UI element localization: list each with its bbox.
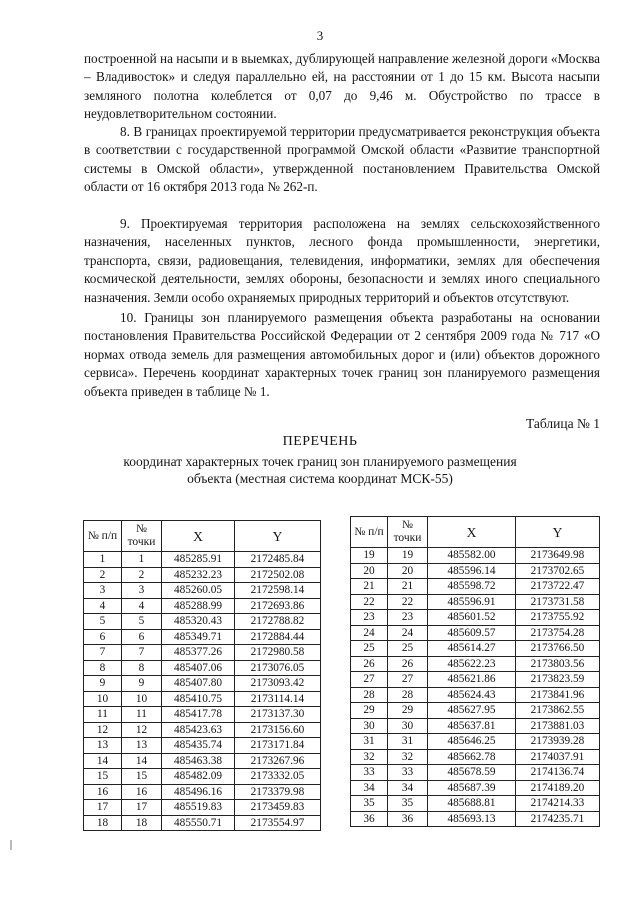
list-title: ПЕРЕЧЕНЬ: [282, 434, 358, 449]
cell-y: 2172884.44: [235, 629, 321, 645]
table-row: [84, 738, 321, 754]
cell-x: 485646.25: [428, 734, 516, 750]
paragraph-text: 9. Проектируемая территория расположена на землях сельскохозяйственного назначения, населенных пунктов, лесного фонда промышленности, энергетики, транспорта, связи, радиовещания, телевидения, информатики, землях для обеспечения космической деятельности, землях обороны, безопасности и землях иного специального назначения. Земли особо охраняемых природных территорий и объектов отсутствуют.: [84, 216, 600, 305]
cell-num: 27: [351, 672, 388, 688]
table-row: [351, 548, 600, 564]
cell-num: 30: [351, 718, 388, 734]
cell-x: 485637.81: [428, 718, 516, 734]
paragraph-text: построенной на насыпи и в выемках, дублирующей направление железной дороги «Москва – Владивосток» и следуя параллельно ей, на расстоянии от 1 до 15 км. Высота насыпи земляного полотна колеблется от 0,07 до 9,46 м. Обустройство по трассе в неудовлетворительном состоянии.: [84, 51, 600, 122]
cell-x: 485496.16: [162, 784, 235, 800]
cell-num: 16: [84, 784, 122, 800]
cell-y: 2173823.59: [516, 672, 600, 688]
cell-y: 2173702.65: [516, 563, 600, 579]
table-row: [351, 563, 600, 579]
cell-num: 8: [84, 660, 122, 676]
cell-x: 485693.13: [428, 811, 516, 827]
cell-x: 485622.23: [428, 656, 516, 672]
cell-point: 6: [122, 629, 162, 645]
cell-x: 485662.78: [428, 749, 516, 765]
table-caption: Таблица № 1: [526, 416, 600, 431]
cell-x: 485417.78: [162, 707, 235, 723]
cell-y: 2173841.96: [516, 687, 600, 703]
paragraph-road-description: [84, 50, 600, 124]
coordinates-table-left: [83, 520, 321, 831]
header-num: № п/п: [84, 521, 122, 552]
paragraph-8-reconstruction: [84, 123, 600, 197]
table-row: [84, 645, 321, 661]
cell-y: 2173766.50: [516, 641, 600, 657]
cell-y: 2172485.84: [235, 552, 321, 568]
cell-point: 10: [122, 691, 162, 707]
paragraph-10-boundaries: [84, 309, 600, 401]
table-row: [351, 672, 600, 688]
cell-num: 35: [351, 796, 388, 812]
cell-x: 485621.86: [428, 672, 516, 688]
cell-y: 2174214.33: [516, 796, 600, 812]
cell-num: 19: [351, 548, 388, 564]
cell-num: 6: [84, 629, 122, 645]
table-row: [351, 811, 600, 827]
cell-x: 485627.95: [428, 703, 516, 719]
table-row: [84, 753, 321, 769]
cell-point: 9: [122, 676, 162, 692]
cell-num: 29: [351, 703, 388, 719]
table-header-row: [351, 517, 600, 548]
cell-num: 9: [84, 676, 122, 692]
cell-point: 26: [388, 656, 428, 672]
cell-point: 32: [388, 749, 428, 765]
table-row: [351, 749, 600, 765]
cell-x: 485598.72: [428, 579, 516, 595]
cell-num: 10: [84, 691, 122, 707]
cell-x: 485260.05: [162, 583, 235, 599]
cell-num: 17: [84, 800, 122, 816]
table-row: [84, 614, 321, 630]
cell-point: 29: [388, 703, 428, 719]
cell-num: 32: [351, 749, 388, 765]
cell-x: 485596.91: [428, 594, 516, 610]
cell-num: 28: [351, 687, 388, 703]
table-row: [84, 629, 321, 645]
cell-point: 27: [388, 672, 428, 688]
cell-num: 12: [84, 722, 122, 738]
cell-point: 22: [388, 594, 428, 610]
cell-y: 2173731.58: [516, 594, 600, 610]
table-row: [351, 656, 600, 672]
table-row: [84, 676, 321, 692]
cell-y: 2174235.71: [516, 811, 600, 827]
cell-num: 7: [84, 645, 122, 661]
cell-point: 24: [388, 625, 428, 641]
cell-num: 31: [351, 734, 388, 750]
cell-y: 2172788.82: [235, 614, 321, 630]
cell-y: 2173881.03: [516, 718, 600, 734]
table-row: [84, 660, 321, 676]
paragraph-9-land-categories: [84, 215, 600, 307]
cell-num: 2: [84, 567, 122, 583]
cell-point: 13: [122, 738, 162, 754]
cell-point: 30: [388, 718, 428, 734]
table-row: [351, 780, 600, 796]
table-row: [84, 552, 321, 568]
table-row: [351, 579, 600, 595]
cell-x: 485407.06: [162, 660, 235, 676]
cell-y: 2172980.58: [235, 645, 321, 661]
cell-point: 23: [388, 610, 428, 626]
cell-num: 23: [351, 610, 388, 626]
cell-y: 2173862.55: [516, 703, 600, 719]
cell-y: 2173093.42: [235, 676, 321, 692]
cell-point: 35: [388, 796, 428, 812]
table-row: [84, 784, 321, 800]
table-row: [84, 769, 321, 785]
header-point: № точки: [122, 521, 162, 552]
cell-point: 28: [388, 687, 428, 703]
cell-point: 16: [122, 784, 162, 800]
cell-x: 485410.75: [162, 691, 235, 707]
paragraph-text: 8. В границах проектируемой территории предусматривается реконструкция объекта в соответствии с государственной программой Омской области «Развитие транспортной системы в Омской области», утвержденной постановлением Правительства Омской области от 16 октября 2013 года № 262-п.: [84, 124, 600, 195]
cell-y: 2172693.86: [235, 598, 321, 614]
cell-point: 11: [122, 707, 162, 723]
table-row: [351, 703, 600, 719]
cell-x: 485377.26: [162, 645, 235, 661]
cell-y: 2174037.91: [516, 749, 600, 765]
table-row: [351, 718, 600, 734]
header-x: X: [162, 521, 235, 552]
table-row: [351, 765, 600, 781]
table-row: [351, 610, 600, 626]
cell-y: 2173722.47: [516, 579, 600, 595]
cell-y: 2172598.14: [235, 583, 321, 599]
cell-x: 485463.38: [162, 753, 235, 769]
cell-num: 11: [84, 707, 122, 723]
cell-y: 2173114.14: [235, 691, 321, 707]
table-row: [84, 800, 321, 816]
cell-y: 2173459.83: [235, 800, 321, 816]
cell-y: 2173076.05: [235, 660, 321, 676]
cell-point: 31: [388, 734, 428, 750]
cell-x: 485435.74: [162, 738, 235, 754]
table-row: [84, 722, 321, 738]
cell-x: 485609.57: [428, 625, 516, 641]
header-y: Y: [235, 521, 321, 552]
cell-num: 13: [84, 738, 122, 754]
cell-num: 34: [351, 780, 388, 796]
cell-y: 2173803.56: [516, 656, 600, 672]
cell-point: 25: [388, 641, 428, 657]
cell-num: 22: [351, 594, 388, 610]
cell-point: 34: [388, 780, 428, 796]
table-row: [84, 815, 321, 831]
cell-x: 485687.39: [428, 780, 516, 796]
cell-num: 26: [351, 656, 388, 672]
table-row: [84, 707, 321, 723]
cell-x: 485519.83: [162, 800, 235, 816]
cell-point: 18: [122, 815, 162, 831]
cell-point: 36: [388, 811, 428, 827]
cell-x: 485423.63: [162, 722, 235, 738]
cell-x: 485349.71: [162, 629, 235, 645]
cell-y: 2174136.74: [516, 765, 600, 781]
cell-x: 485624.43: [428, 687, 516, 703]
cell-y: 2173379.98: [235, 784, 321, 800]
cell-y: 2173137.30: [235, 707, 321, 723]
cell-point: 3: [122, 583, 162, 599]
cell-num: 36: [351, 811, 388, 827]
cell-point: 2: [122, 567, 162, 583]
cell-x: 485232.23: [162, 567, 235, 583]
cell-y: 2173267.96: [235, 753, 321, 769]
table-row: [84, 598, 321, 614]
cell-y: 2173171.84: [235, 738, 321, 754]
paragraph-text: 10. Границы зон планируемого размещения объекта разработаны на основании постановления Правительства Российской Федерации от 2 сентября 2009 года № 717 «О нормах отвода земель для размещения автомобильных дорог и (или) объектов дорожного сервиса». Перечень координат характерных точек границ зон планируемого размещения объекта приведен в таблице № 1.: [84, 310, 600, 399]
cell-point: 20: [388, 563, 428, 579]
table-row: [351, 687, 600, 703]
cell-num: 3: [84, 583, 122, 599]
table-row: [84, 691, 321, 707]
cell-x: 485288.99: [162, 598, 235, 614]
table-row: [351, 734, 600, 750]
list-subtitle: координат характерных точек границ зон планируемого размещения объекта (местная система координат МСК-55): [123, 454, 517, 486]
cell-point: 4: [122, 598, 162, 614]
cell-num: 20: [351, 563, 388, 579]
cell-point: 17: [122, 800, 162, 816]
table-body-left: [84, 552, 321, 831]
cell-x: 485596.14: [428, 563, 516, 579]
cell-x: 485601.52: [428, 610, 516, 626]
cell-point: 14: [122, 753, 162, 769]
table-row: [351, 641, 600, 657]
cell-x: 485407.80: [162, 676, 235, 692]
table-header-row: [84, 521, 321, 552]
cell-y: 2172502.08: [235, 567, 321, 583]
cell-x: 485614.27: [428, 641, 516, 657]
cell-point: 8: [122, 660, 162, 676]
cell-point: 33: [388, 765, 428, 781]
cell-num: 15: [84, 769, 122, 785]
cell-num: 25: [351, 641, 388, 657]
cell-y: 2174189.20: [516, 780, 600, 796]
header-num: № п/п: [351, 517, 388, 548]
cell-y: 2173649.98: [516, 548, 600, 564]
cell-y: 2173554.97: [235, 815, 321, 831]
cell-x: 485482.09: [162, 769, 235, 785]
header-y: Y: [516, 517, 600, 548]
cell-point: 1: [122, 552, 162, 568]
table-row: [84, 583, 321, 599]
table-row: [351, 594, 600, 610]
cell-num: 14: [84, 753, 122, 769]
scan-margin-mark: [10, 840, 12, 850]
cell-y: 2173939.28: [516, 734, 600, 750]
cell-y: 2173332.05: [235, 769, 321, 785]
cell-num: 18: [84, 815, 122, 831]
table-row: [351, 796, 600, 812]
table-body-right: [351, 548, 600, 827]
cell-x: 485285.91: [162, 552, 235, 568]
cell-point: 15: [122, 769, 162, 785]
cell-x: 485320.43: [162, 614, 235, 630]
cell-point: 5: [122, 614, 162, 630]
header-point: № точки: [388, 517, 428, 548]
table-row: [84, 567, 321, 583]
header-x: X: [428, 517, 516, 548]
coordinates-table-right: [350, 516, 600, 827]
page-number: 3: [316, 28, 324, 43]
cell-y: 2173156.60: [235, 722, 321, 738]
cell-num: 5: [84, 614, 122, 630]
cell-x: 485688.81: [428, 796, 516, 812]
cell-num: 33: [351, 765, 388, 781]
table-row: [351, 625, 600, 641]
cell-num: 1: [84, 552, 122, 568]
cell-y: 2173755.92: [516, 610, 600, 626]
cell-x: 485550.71: [162, 815, 235, 831]
cell-y: 2173754.28: [516, 625, 600, 641]
cell-point: 12: [122, 722, 162, 738]
cell-num: 21: [351, 579, 388, 595]
cell-num: 4: [84, 598, 122, 614]
cell-num: 24: [351, 625, 388, 641]
cell-point: 21: [388, 579, 428, 595]
cell-point: 19: [388, 548, 428, 564]
cell-x: 485582.00: [428, 548, 516, 564]
cell-point: 7: [122, 645, 162, 661]
cell-x: 485678.59: [428, 765, 516, 781]
